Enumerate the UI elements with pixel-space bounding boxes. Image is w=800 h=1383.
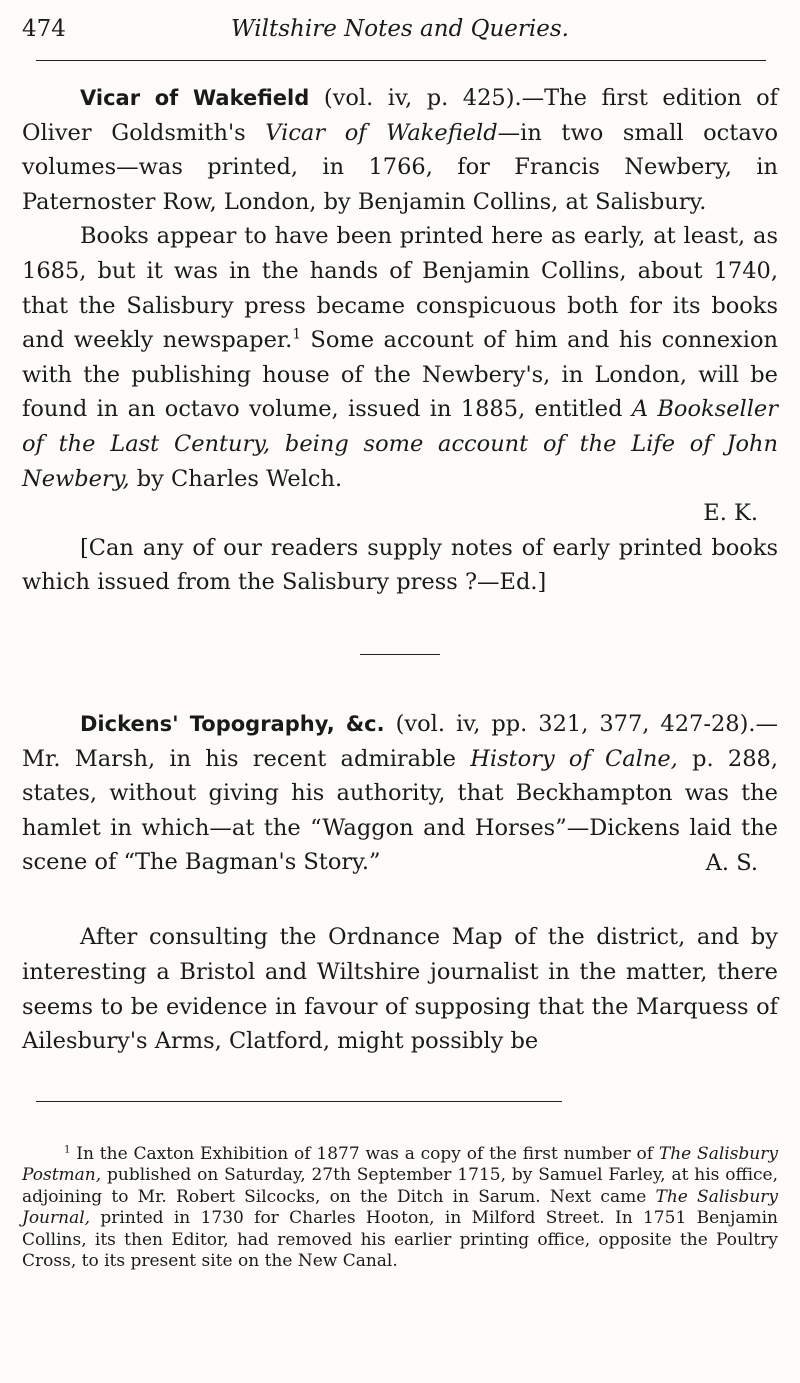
page [22,16,778,1273]
running-header [22,16,778,54]
article2-signature: A. S. [705,849,758,876]
page-number: 474 [22,16,66,42]
article1-paragraph1: Vicar of Wakefield (vol. iv, p. 425).—The first edition of Oliver Goldsmith's Vicar of Wakefield—in two small octavo volumes—was printed, in 1766, for Francis Newbery, in Paternoster Row, London, by Benjamin Collins, at Salisbury. [22,85,779,215]
footnote-mark: 1 [64,1144,71,1156]
footnote: $^1$ In the Caxton Exhibition of 1877 was a copy of the first number of The Salisbury Postman, published on Saturday, 27th September 1715, by Samuel Farley, at his office, adjoining to Mr. Robert Silcocks, on the Ditch in Sarum. Next came The Salisbury Journal, printed in 1730 for Charles Hooton, in Milford Street. In 1751 Benjamin Collins, its then Editor, had removed his earlier printing office, opposite the Poultry Cross, to its present site on the New Canal. [22,1143,778,1272]
editor-note: [Can any of our readers supply notes of early printed books which issued from the Salisbury press ?—Ed.] [22,534,778,596]
article1-paragraph2: Books appear to have been printed here as early, at least, as 1685, but it was in the hands of Benjamin Collins, about 1740, that the Salisbury press became conspicuous both for its books and weekly newspaper.$^1$ Some account of him and his connexion with the publishing house of the Newbery's, in London, will be found in an octavo volume, issued in 1885, entitled A Bookseller of the Last Century, being some account of the Life of John Newbery, by Charles Welch. [22,223,778,492]
article2-heading: Dickens' Topography, &c. [80,711,385,736]
footnote-reference: 1 [292,326,301,343]
article1-ref: (vol. iv, p. 425).— [323,85,545,111]
body-text [22,81,778,1059]
footnote-rule [36,1101,562,1102]
article1-signature: E. K. [703,500,758,527]
running-title: Wiltshire Notes and Queries. [231,16,569,42]
section-separator [360,654,440,655]
header-rule [36,60,766,61]
article1-heading: Vicar of Wakefield [80,86,310,110]
article2-paragraph2: After consulting the Ordnance Map of the district, and by interesting a Bristol and Wiltshire journalist in the matter, there seems to be evidence in favour of supposing that the Marquess of Ailesbury's Arms, Clatford, might possibly be [22,924,778,1055]
article2-ref: (vol. iv, pp. 321, 377, 427-28).— [395,710,779,737]
article2-paragraph1: Dickens' Topography, &c. (vol. iv, pp. 321, 377, 427-28).—Mr. Marsh, in his recent admirable History of Calne, p. 288, states, without giving his authority, that Beckhampton was the hamlet in which—at the “Waggon and Horses”—Dickens laid the scene of “The Bagman's Story.” [22,710,779,876]
